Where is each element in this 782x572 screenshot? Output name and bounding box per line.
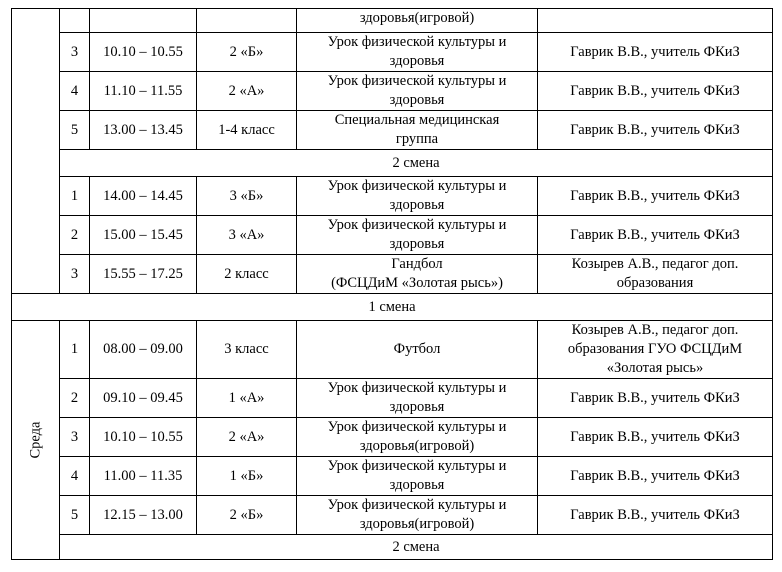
- lesson-teacher: Гаврик В.В., учитель ФКиЗ: [538, 72, 773, 111]
- lesson-number: 1: [60, 177, 90, 216]
- lesson-number: 4: [60, 72, 90, 111]
- lesson-time: 08.00 – 09.00: [90, 321, 197, 379]
- lesson-group: 1 «А»: [197, 379, 297, 418]
- shift-row: [12, 535, 773, 560]
- lesson-subject: Гандбол (ФСЦДиМ «Золотая рысь»): [297, 255, 538, 294]
- lesson-time: 11.10 – 11.55: [90, 72, 197, 111]
- table-row: [12, 216, 773, 255]
- lesson-subject: Урок физической культуры и здоровья: [297, 33, 538, 72]
- day-cell-previous: [12, 9, 60, 294]
- lesson-teacher: Гаврик В.В., учитель ФКиЗ: [538, 111, 773, 150]
- lesson-number: 3: [60, 33, 90, 72]
- lesson-group: 2 «Б»: [197, 496, 297, 535]
- lesson-teacher: Гаврик В.В., учитель ФКиЗ: [538, 379, 773, 418]
- lesson-group: 2 «А»: [197, 418, 297, 457]
- subject-cell: здоровья(игровой): [297, 9, 538, 33]
- lesson-teacher: Гаврик В.В., учитель ФКиЗ: [538, 457, 773, 496]
- lesson-number: 3: [60, 255, 90, 294]
- lesson-group: 1-4 класс: [197, 111, 297, 150]
- table-row: [12, 457, 773, 496]
- lesson-number: 5: [60, 111, 90, 150]
- lesson-teacher: Козырев А.В., педагог доп. образования ГУО ФСЦДиМ «Золотая рысь»: [538, 321, 773, 379]
- day-label: Среда: [27, 421, 43, 459]
- lesson-teacher: Гаврик В.В., учитель ФКиЗ: [538, 177, 773, 216]
- lesson-subject: Урок физической культуры и здоровья: [297, 379, 538, 418]
- schedule-table: [11, 8, 773, 560]
- lesson-number: 2: [60, 216, 90, 255]
- lesson-time: 15.55 – 17.25: [90, 255, 197, 294]
- lesson-time: 12.15 – 13.00: [90, 496, 197, 535]
- lesson-subject: Футбол: [297, 321, 538, 379]
- lesson-teacher: Гаврик В.В., учитель ФКиЗ: [538, 496, 773, 535]
- lesson-subject: Урок физической культуры и здоровья(игровой): [297, 496, 538, 535]
- lesson-number: 1: [60, 321, 90, 379]
- lesson-number: 3: [60, 418, 90, 457]
- lesson-number: 5: [60, 496, 90, 535]
- table-row: [12, 321, 773, 379]
- lesson-group: 2 «А»: [197, 72, 297, 111]
- lesson-group: 2 класс: [197, 255, 297, 294]
- lesson-subject: Специальная медицинская группа: [297, 111, 538, 150]
- lesson-time: 13.00 – 13.45: [90, 111, 197, 150]
- day-cell-wednesday: [12, 321, 60, 560]
- table-row: [12, 33, 773, 72]
- table-row: [12, 72, 773, 111]
- lesson-group: 2 «Б»: [197, 33, 297, 72]
- lesson-time: 09.10 – 09.45: [90, 379, 197, 418]
- lesson-teacher: Гаврик В.В., учитель ФКиЗ: [538, 33, 773, 72]
- table-row: [12, 111, 773, 150]
- table-row: [12, 418, 773, 457]
- lesson-time: 15.00 – 15.45: [90, 216, 197, 255]
- lesson-time: 14.00 – 14.45: [90, 177, 197, 216]
- lesson-group: 3 «Б»: [197, 177, 297, 216]
- lesson-teacher: Гаврик В.В., учитель ФКиЗ: [538, 216, 773, 255]
- lesson-subject: Урок физической культуры и здоровья: [297, 457, 538, 496]
- lesson-number: 4: [60, 457, 90, 496]
- table-row: [12, 9, 773, 33]
- lesson-time: 11.00 – 11.35: [90, 457, 197, 496]
- lesson-number: 2: [60, 379, 90, 418]
- table-row: [12, 177, 773, 216]
- lesson-time: 10.10 – 10.55: [90, 33, 197, 72]
- lesson-teacher: Козырев А.В., педагог доп. образования: [538, 255, 773, 294]
- lesson-group: 3 класс: [197, 321, 297, 379]
- lesson-group: 1 «Б»: [197, 457, 297, 496]
- lesson-subject: Урок физической культуры и здоровья: [297, 177, 538, 216]
- table-row: [12, 496, 773, 535]
- lesson-group: 3 «А»: [197, 216, 297, 255]
- lesson-time: 10.10 – 10.55: [90, 418, 197, 457]
- lesson-subject: Урок физической культуры и здоровья(игровой): [297, 418, 538, 457]
- table-row: [12, 255, 773, 294]
- shift-label: 2 смена: [60, 535, 773, 560]
- lesson-teacher: Гаврик В.В., учитель ФКиЗ: [538, 418, 773, 457]
- shift-label: 1 смена: [12, 294, 773, 321]
- shift-row: [12, 294, 773, 321]
- shift-label: 2 смена: [60, 150, 773, 177]
- lesson-subject: Урок физической культуры и здоровья: [297, 216, 538, 255]
- shift-row: [12, 150, 773, 177]
- lesson-subject: Урок физической культуры и здоровья: [297, 72, 538, 111]
- table-row: [12, 379, 773, 418]
